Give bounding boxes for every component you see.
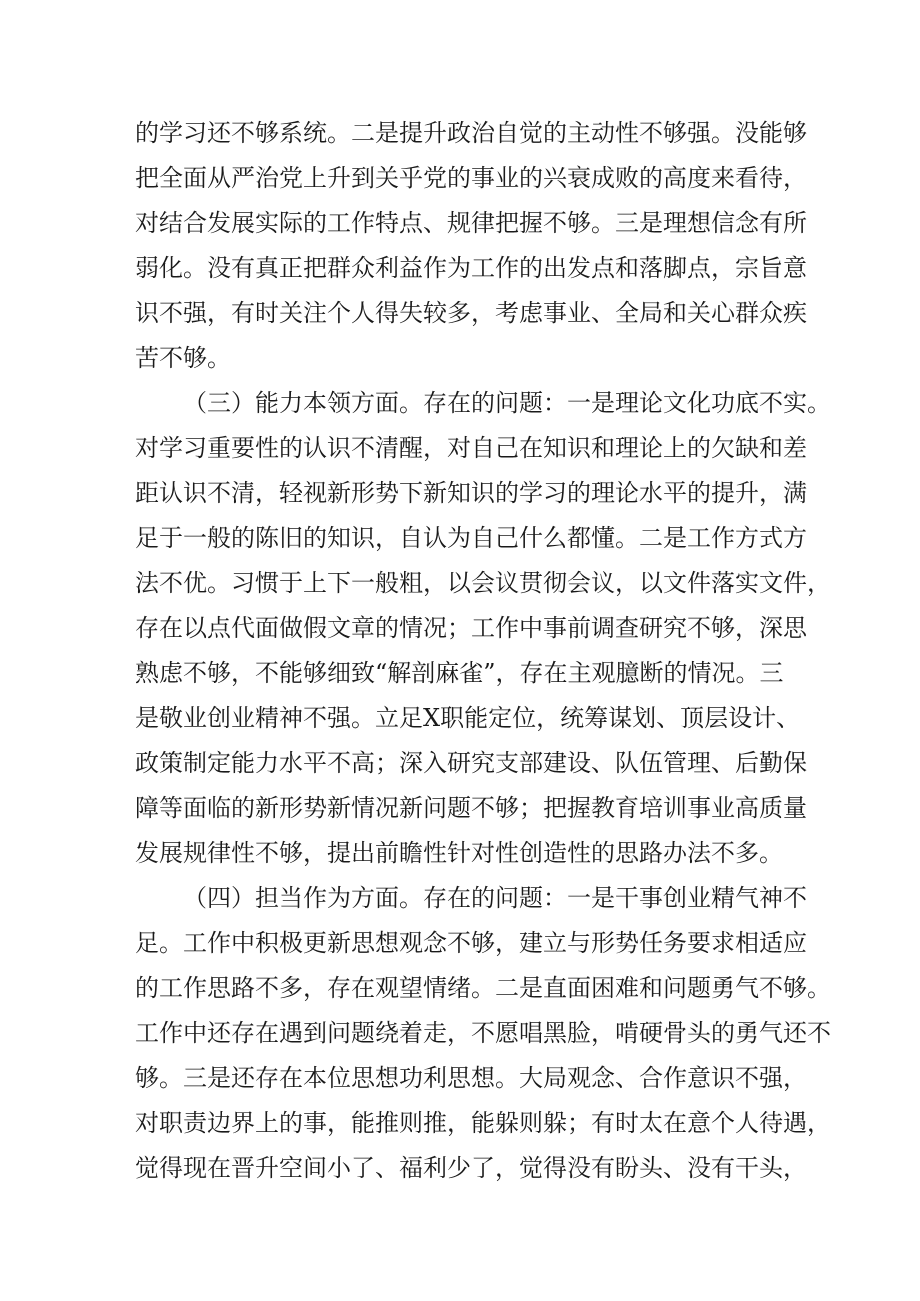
text-line: 苦不够。 — [135, 344, 231, 372]
text-line: 距认识不清，轻视新形势下新知识的学习的理论水平的提升，满 — [135, 479, 807, 507]
text-line: 是敬业创业精神不强。立足X职能定位，统筹谋划、顶层设计、 — [135, 704, 801, 732]
text-line: 对职责边界上的事，能推则推，能躲则躲；有时太在意个人待遇， — [135, 1109, 831, 1137]
text-line: 发展规律性不够，提出前瞻性针对性创造性的思路办法不多。 — [135, 839, 783, 867]
text-line: 够。三是还存在本位思想功利思想。大局观念、合作意识不强， — [135, 1064, 807, 1092]
section-heading-line: （四）担当作为方面。存在的问题：一是干事创业精气神不 — [183, 884, 807, 912]
text-line: 弱化。没有真正把群众利益作为工作的出发点和落脚点，宗旨意 — [135, 254, 807, 282]
text-line: 识不强，有时关注个人得失较多，考虑事业、全局和关心群众疾 — [135, 299, 807, 327]
text-line: 的工作思路不多，存在观望情绪。二是直面困难和问题勇气不够。 — [135, 974, 831, 1002]
text-line: 政策制定能力水平不高；深入研究支部建设、队伍管理、后勤保 — [135, 749, 807, 777]
text-line: 的学习还不够系统。二是提升政治自觉的主动性不够强。没能够 — [135, 119, 807, 147]
text-line: 觉得现在晋升空间小了、福利少了，觉得没有盼头、没有干头， — [135, 1154, 807, 1182]
text-line: 熟虑不够，不能够细致“解剖麻雀”，存在主观臆断的情况。三 — [135, 659, 784, 687]
text-line: 对学习重要性的认识不清醒，对自己在知识和理论上的欠缺和差 — [135, 434, 807, 462]
text-line: 把全面从严治党上升到关乎党的事业的兴衰成败的高度来看待， — [135, 164, 807, 192]
text-line: 工作中还存在遇到问题绕着走，不愿唱黑脸，啃硬骨头的勇气还不 — [135, 1019, 831, 1047]
text-line: 障等面临的新形势新情况新问题不够；把握教育培训事业高质量 — [135, 794, 807, 822]
text-line: 对结合发展实际的工作特点、规律把握不够。三是理想信念有所 — [135, 209, 807, 237]
text-line: 足。工作中积极更新思想观念不够，建立与形势任务要求相适应 — [135, 929, 807, 957]
text-line: 存在以点代面做假文章的情况；工作中事前调查研究不够，深思 — [135, 614, 807, 642]
text-line: 足于一般的陈旧的知识，自认为自己什么都懂。二是工作方式方 — [135, 524, 807, 552]
text-line: 法不优。习惯于上下一般粗，以会议贯彻会议，以文件落实文件， — [135, 569, 831, 597]
section-heading-line: （三）能力本领方面。存在的问题：一是理论文化功底不实。 — [183, 389, 831, 417]
